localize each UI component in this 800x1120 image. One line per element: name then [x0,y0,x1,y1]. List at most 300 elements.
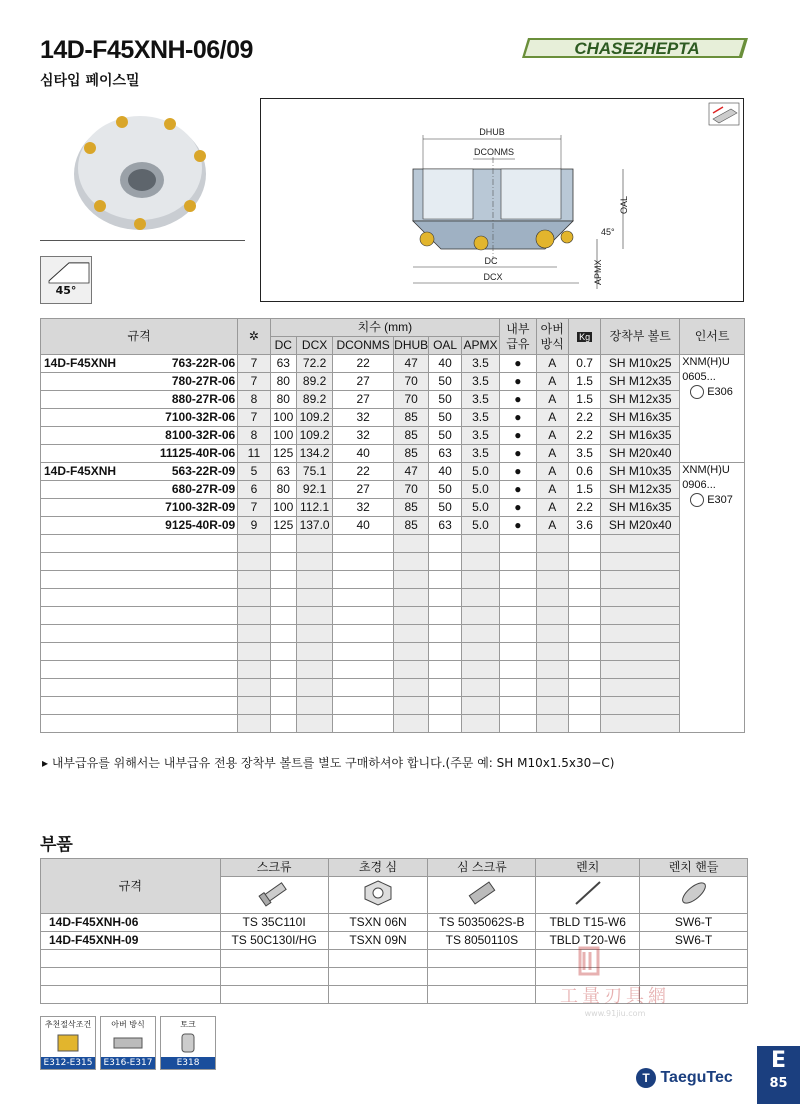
cell-apmx [461,625,499,643]
tag-arbor-type[interactable] [100,1016,156,1070]
header-arbor: 아버 방식 [536,319,568,355]
cell-oal [429,715,461,733]
cell-coolant: ● [500,409,536,427]
product-photo [60,96,220,236]
cell-dc: 100 [270,409,296,427]
cell-apmx: 5.0 [461,481,499,499]
model-cell [41,643,238,661]
cell-dcx [296,643,332,661]
cell-dconms [333,643,394,661]
wrench-handle-icon [640,877,748,914]
header-dc: DC [270,337,296,355]
cell-dconms: 40 [333,445,394,463]
brand-logo [522,34,752,60]
model-prefix: 14D-F45XNH [44,464,117,478]
cell-kg [568,589,600,607]
parts-header-shim: 초경 심 [328,859,428,877]
cell-coolant [500,661,536,679]
parts-header-model: 규격 [41,859,221,914]
header-oal: OAL [429,337,461,355]
spec-table [40,318,745,733]
cell-dc [270,661,296,679]
watermark [540,942,690,1022]
cell-oal [429,643,461,661]
model-prefix: 14D-F45XNH [44,356,117,370]
page-subtitle: 심타입 페이스밀 [40,73,140,89]
wrench-icon [536,877,640,914]
cell-bolt: SH M12x35 [601,481,680,499]
parts-model [41,950,221,968]
cell-dc: 63 [270,463,296,481]
cell-dconms [333,661,394,679]
cell-dhub [393,589,428,607]
parts-heading: 부품 [40,835,73,855]
section-letter: E [770,1048,787,1073]
insert-cell [680,355,745,463]
tag-label: 추천절삭조건 [44,1020,92,1029]
cell-oal: 50 [429,373,461,391]
cell-dcx: 137.0 [296,517,332,535]
cell-z [238,661,270,679]
cell-dc: 125 [270,445,296,463]
cell-kg [568,625,600,643]
cell-apmx: 5.0 [461,499,499,517]
cell-kg: 0.6 [568,463,600,481]
cell-z [238,715,270,733]
brand-text: CHASE2HEPTA [574,39,700,58]
cell-arbor: A [536,445,568,463]
cell-z: 5 [238,463,270,481]
taegutec-logo [636,1068,733,1088]
cell-dc [270,625,296,643]
cell-coolant [500,589,536,607]
cell-dc [270,535,296,553]
parts-model: 14D-F45XNH-06 [41,914,221,932]
dc-label: DC [484,256,498,266]
cell-oal: 63 [429,517,461,535]
model-cell [41,463,238,481]
drawing-angle-label: 45° [601,227,615,237]
cell-oal: 50 [429,391,461,409]
cell-apmx: 5.0 [461,517,499,535]
model-cell [41,427,238,445]
parts-shim-screw [428,950,536,968]
page-number: 85 [769,1076,788,1091]
cell-z [238,679,270,697]
cell-apmx: 3.5 [461,355,499,373]
cell-dcx [296,589,332,607]
cell-dconms: 27 [333,391,394,409]
parts-shim-screw [428,968,536,986]
cell-oal [429,661,461,679]
weight-icon: Kg [579,331,591,342]
cell-z [238,589,270,607]
cell-z: 7 [238,499,270,517]
tag-label: 아버 방식 [111,1020,145,1029]
tag-torque[interactable] [160,1016,216,1070]
model-cell [41,553,238,571]
cell-oal: 50 [429,481,461,499]
parts-screw: TS 35C110I [220,914,328,932]
cell-oal [429,625,461,643]
cell-dcx [296,679,332,697]
cell-arbor [536,589,568,607]
cell-z: 9 [238,517,270,535]
model-cell [41,661,238,679]
cell-oal: 40 [429,355,461,373]
cell-dc [270,589,296,607]
model-cell [41,625,238,643]
insert-link[interactable] [682,493,744,508]
cell-apmx: 3.5 [461,409,499,427]
cell-oal: 40 [429,463,461,481]
cell-dconms: 32 [333,499,394,517]
lead-angle-box [40,256,92,304]
cell-bolt [601,535,680,553]
cell-kg [568,553,600,571]
cell-kg: 3.6 [568,517,600,535]
table-row [41,643,745,661]
model-cell [41,535,238,553]
cell-bolt [601,679,680,697]
cell-arbor: A [536,409,568,427]
dconms-label: DCONMS [474,147,514,157]
cell-arbor [536,625,568,643]
table-row [41,625,745,643]
parts-row [41,914,748,932]
cell-dhub [393,661,428,679]
cell-oal [429,589,461,607]
cell-bolt: SH M10x35 [601,463,680,481]
cell-bolt [601,571,680,589]
cell-z: 7 [238,409,270,427]
model-cell [41,445,238,463]
cell-coolant: ● [500,445,536,463]
table-row [41,571,745,589]
section-divider [40,240,245,241]
parts-screw [220,950,328,968]
table-row [41,679,745,697]
shim-icon [328,877,428,914]
parts-handle: SW6-T [640,932,748,950]
parts-shim-screw: TS 8050110S [428,932,536,950]
cell-dhub [393,535,428,553]
table-row [41,409,745,427]
model-code: 7100-32R-09 [165,500,236,514]
cell-oal [429,535,461,553]
cell-dc [270,643,296,661]
cell-dhub: 70 [393,373,428,391]
cell-dcx [296,715,332,733]
cell-arbor [536,553,568,571]
cell-oal [429,679,461,697]
header-dconms: DCONMS [333,337,394,355]
cell-dc: 100 [270,499,296,517]
cell-arbor: A [536,463,568,481]
watermark-text: 工量刃具網 [560,986,670,1007]
cell-coolant [500,571,536,589]
apmx-label: APMX [593,259,603,285]
model-cell [41,409,238,427]
cell-bolt: SH M10x25 [601,355,680,373]
cell-dhub: 85 [393,427,428,445]
cell-apmx [461,553,499,571]
cell-coolant: ● [500,427,536,445]
cell-dcx [296,571,332,589]
cell-arbor: A [536,373,568,391]
taegutec-logo-icon: T [636,1068,656,1088]
technical-drawing [261,99,745,303]
cell-dcx: 109.2 [296,427,332,445]
cell-kg: 2.2 [568,427,600,445]
tag-label: 토크 [180,1020,196,1029]
cell-kg [568,571,600,589]
cell-arbor [536,643,568,661]
model-code: 780-27R-06 [171,374,236,388]
cell-coolant [500,553,536,571]
cell-dconms [333,571,394,589]
insert-ref: E306 [707,386,733,398]
cell-dconms: 27 [333,481,394,499]
cell-arbor [536,535,568,553]
cell-dhub [393,553,428,571]
cell-arbor [536,661,568,679]
cell-coolant: ● [500,373,536,391]
cell-bolt: SH M20x40 [601,517,680,535]
model-code: 7100-32R-06 [165,410,236,424]
cell-kg [568,607,600,625]
parts-model [41,986,221,1004]
table-row [41,391,745,409]
cell-z [238,625,270,643]
parts-shim-screw: TS 5035062S-B [428,914,536,932]
cell-z: 6 [238,481,270,499]
cell-apmx [461,607,499,625]
table-row [41,661,745,679]
cell-dhub: 70 [393,391,428,409]
cell-bolt: SH M20x40 [601,445,680,463]
model-code: 8100-32R-06 [165,428,236,442]
table-row [41,463,745,481]
page-title: 14D-F45XNH-06/09 [40,36,253,64]
cell-bolt [601,715,680,733]
cell-dconms: 22 [333,355,394,373]
magnifier-icon [690,493,704,507]
cell-oal: 50 [429,499,461,517]
tag-ref: E316-E317 [101,1057,155,1069]
table-row [41,589,745,607]
model-cell [41,715,238,733]
table-row [41,427,745,445]
cell-dc: 63 [270,355,296,373]
model-cell [41,481,238,499]
cell-z: 7 [238,373,270,391]
cell-arbor [536,607,568,625]
cell-z: 8 [238,427,270,445]
screw-icon [220,877,328,914]
cell-arbor [536,715,568,733]
cell-dhub [393,607,428,625]
header-apmx: APMX [461,337,499,355]
cell-dhub: 47 [393,355,428,373]
parts-header-shim-screw: 심 스크류 [428,859,536,877]
cell-kg: 2.2 [568,409,600,427]
cell-kg: 3.5 [568,445,600,463]
lead-angle-icon [41,257,91,285]
cell-oal [429,697,461,715]
cell-z [238,607,270,625]
parts-shim [328,950,428,968]
model-cell [41,391,238,409]
cell-dc: 125 [270,517,296,535]
insert-size: 0906... [682,479,716,491]
parts-wrench: TBLD T15-W6 [536,914,640,932]
model-code: 680-27R-09 [171,482,236,496]
lead-angle-label: 45° [55,284,77,297]
cell-dconms [333,607,394,625]
model-code: 563-22R-09 [171,464,236,478]
table-row [41,697,745,715]
tag-ref: E318 [161,1057,215,1069]
parts-model [41,968,221,986]
cell-dcx [296,553,332,571]
cell-apmx [461,679,499,697]
header-bolt: 장착부 볼트 [601,319,680,355]
cell-coolant: ● [500,391,536,409]
cell-apmx [461,571,499,589]
parts-shim [328,968,428,986]
cell-oal: 63 [429,445,461,463]
cell-dconms: 22 [333,463,394,481]
parts-model: 14D-F45XNH-09 [41,932,221,950]
cell-coolant [500,679,536,697]
teeth-icon: ✲ [248,329,259,343]
cell-dcx [296,697,332,715]
table-row [41,607,745,625]
cell-z [238,643,270,661]
magnifier-icon [690,385,704,399]
cell-bolt [601,661,680,679]
model-cell [41,679,238,697]
table-row [41,373,745,391]
cell-dcx: 89.2 [296,391,332,409]
cell-dhub [393,625,428,643]
coolant-note: ▸ 내부급유를 위해서는 내부급유 전용 장착부 볼트를 별도 구매하셔야 합니다.(주문 예: SH M10x1.5x30−C) [42,756,615,770]
cell-dc: 80 [270,391,296,409]
cell-dconms [333,589,394,607]
insert-link[interactable] [682,385,744,400]
header-weight [568,319,600,355]
cell-dcx: 72.2 [296,355,332,373]
cell-arbor: A [536,499,568,517]
parts-handle: SW6-T [640,914,748,932]
cell-dconms [333,535,394,553]
cell-oal: 50 [429,427,461,445]
cell-dcx [296,661,332,679]
cell-arbor [536,679,568,697]
cell-z [238,553,270,571]
cell-bolt [601,643,680,661]
table-row [41,481,745,499]
cell-bolt [601,553,680,571]
cell-z: 11 [238,445,270,463]
model-cell [41,697,238,715]
cell-coolant [500,607,536,625]
cell-coolant [500,697,536,715]
table-row [41,499,745,517]
cell-dconms [333,679,394,697]
cell-dhub: 47 [393,463,428,481]
insert-cell [680,463,745,535]
model-cell [41,373,238,391]
parts-header-handle: 렌치 핸들 [640,859,748,877]
parts-shim [328,986,428,1004]
cell-arbor [536,697,568,715]
cell-dc [270,553,296,571]
parts-shim: TSXN 06N [328,914,428,932]
model-code: 9125-40R-09 [165,518,236,532]
parts-header-wrench: 렌치 [536,859,640,877]
cell-bolt [601,607,680,625]
cell-dconms [333,715,394,733]
cell-apmx [461,661,499,679]
cell-dhub [393,571,428,589]
cell-apmx [461,643,499,661]
parts-wrench: TBLD T20-W6 [536,932,640,950]
watermark-url: www.91jiu.com [584,1009,646,1018]
cell-dcx [296,625,332,643]
cell-bolt: SH M12x35 [601,391,680,409]
table-row [41,517,745,535]
cell-coolant [500,643,536,661]
cell-dc [270,571,296,589]
cell-dcx: 109.2 [296,409,332,427]
parts-shim: TSXN 09N [328,932,428,950]
model-cell [41,607,238,625]
shim-screw-icon [428,877,536,914]
insert-ref: E307 [707,494,733,506]
header-dhub: DHUB [393,337,428,355]
cell-kg: 1.5 [568,391,600,409]
cell-bolt: SH M16x35 [601,409,680,427]
tag-cutting-conditions[interactable] [40,1016,96,1070]
table-row [41,535,745,553]
model-code: 11125-40R-06 [159,446,236,460]
cell-dcx: 112.1 [296,499,332,517]
cell-arbor [536,571,568,589]
cell-oal [429,571,461,589]
cell-kg [568,679,600,697]
cell-arbor: A [536,355,568,373]
insert-size: 0605... [682,371,716,383]
cell-apmx: 3.5 [461,445,499,463]
table-row [41,553,745,571]
cell-apmx [461,697,499,715]
model-cell [41,589,238,607]
cell-kg [568,535,600,553]
tag-ref: E312-E315 [41,1057,95,1069]
cell-dhub [393,697,428,715]
cell-apmx [461,715,499,733]
cell-dconms [333,625,394,643]
cell-dconms [333,697,394,715]
cell-kg [568,643,600,661]
cell-dc: 80 [270,373,296,391]
cell-dhub: 85 [393,499,428,517]
header-insert: 인서트 [680,319,745,355]
cell-dc: 100 [270,427,296,445]
dhub-label: DHUB [479,127,505,137]
